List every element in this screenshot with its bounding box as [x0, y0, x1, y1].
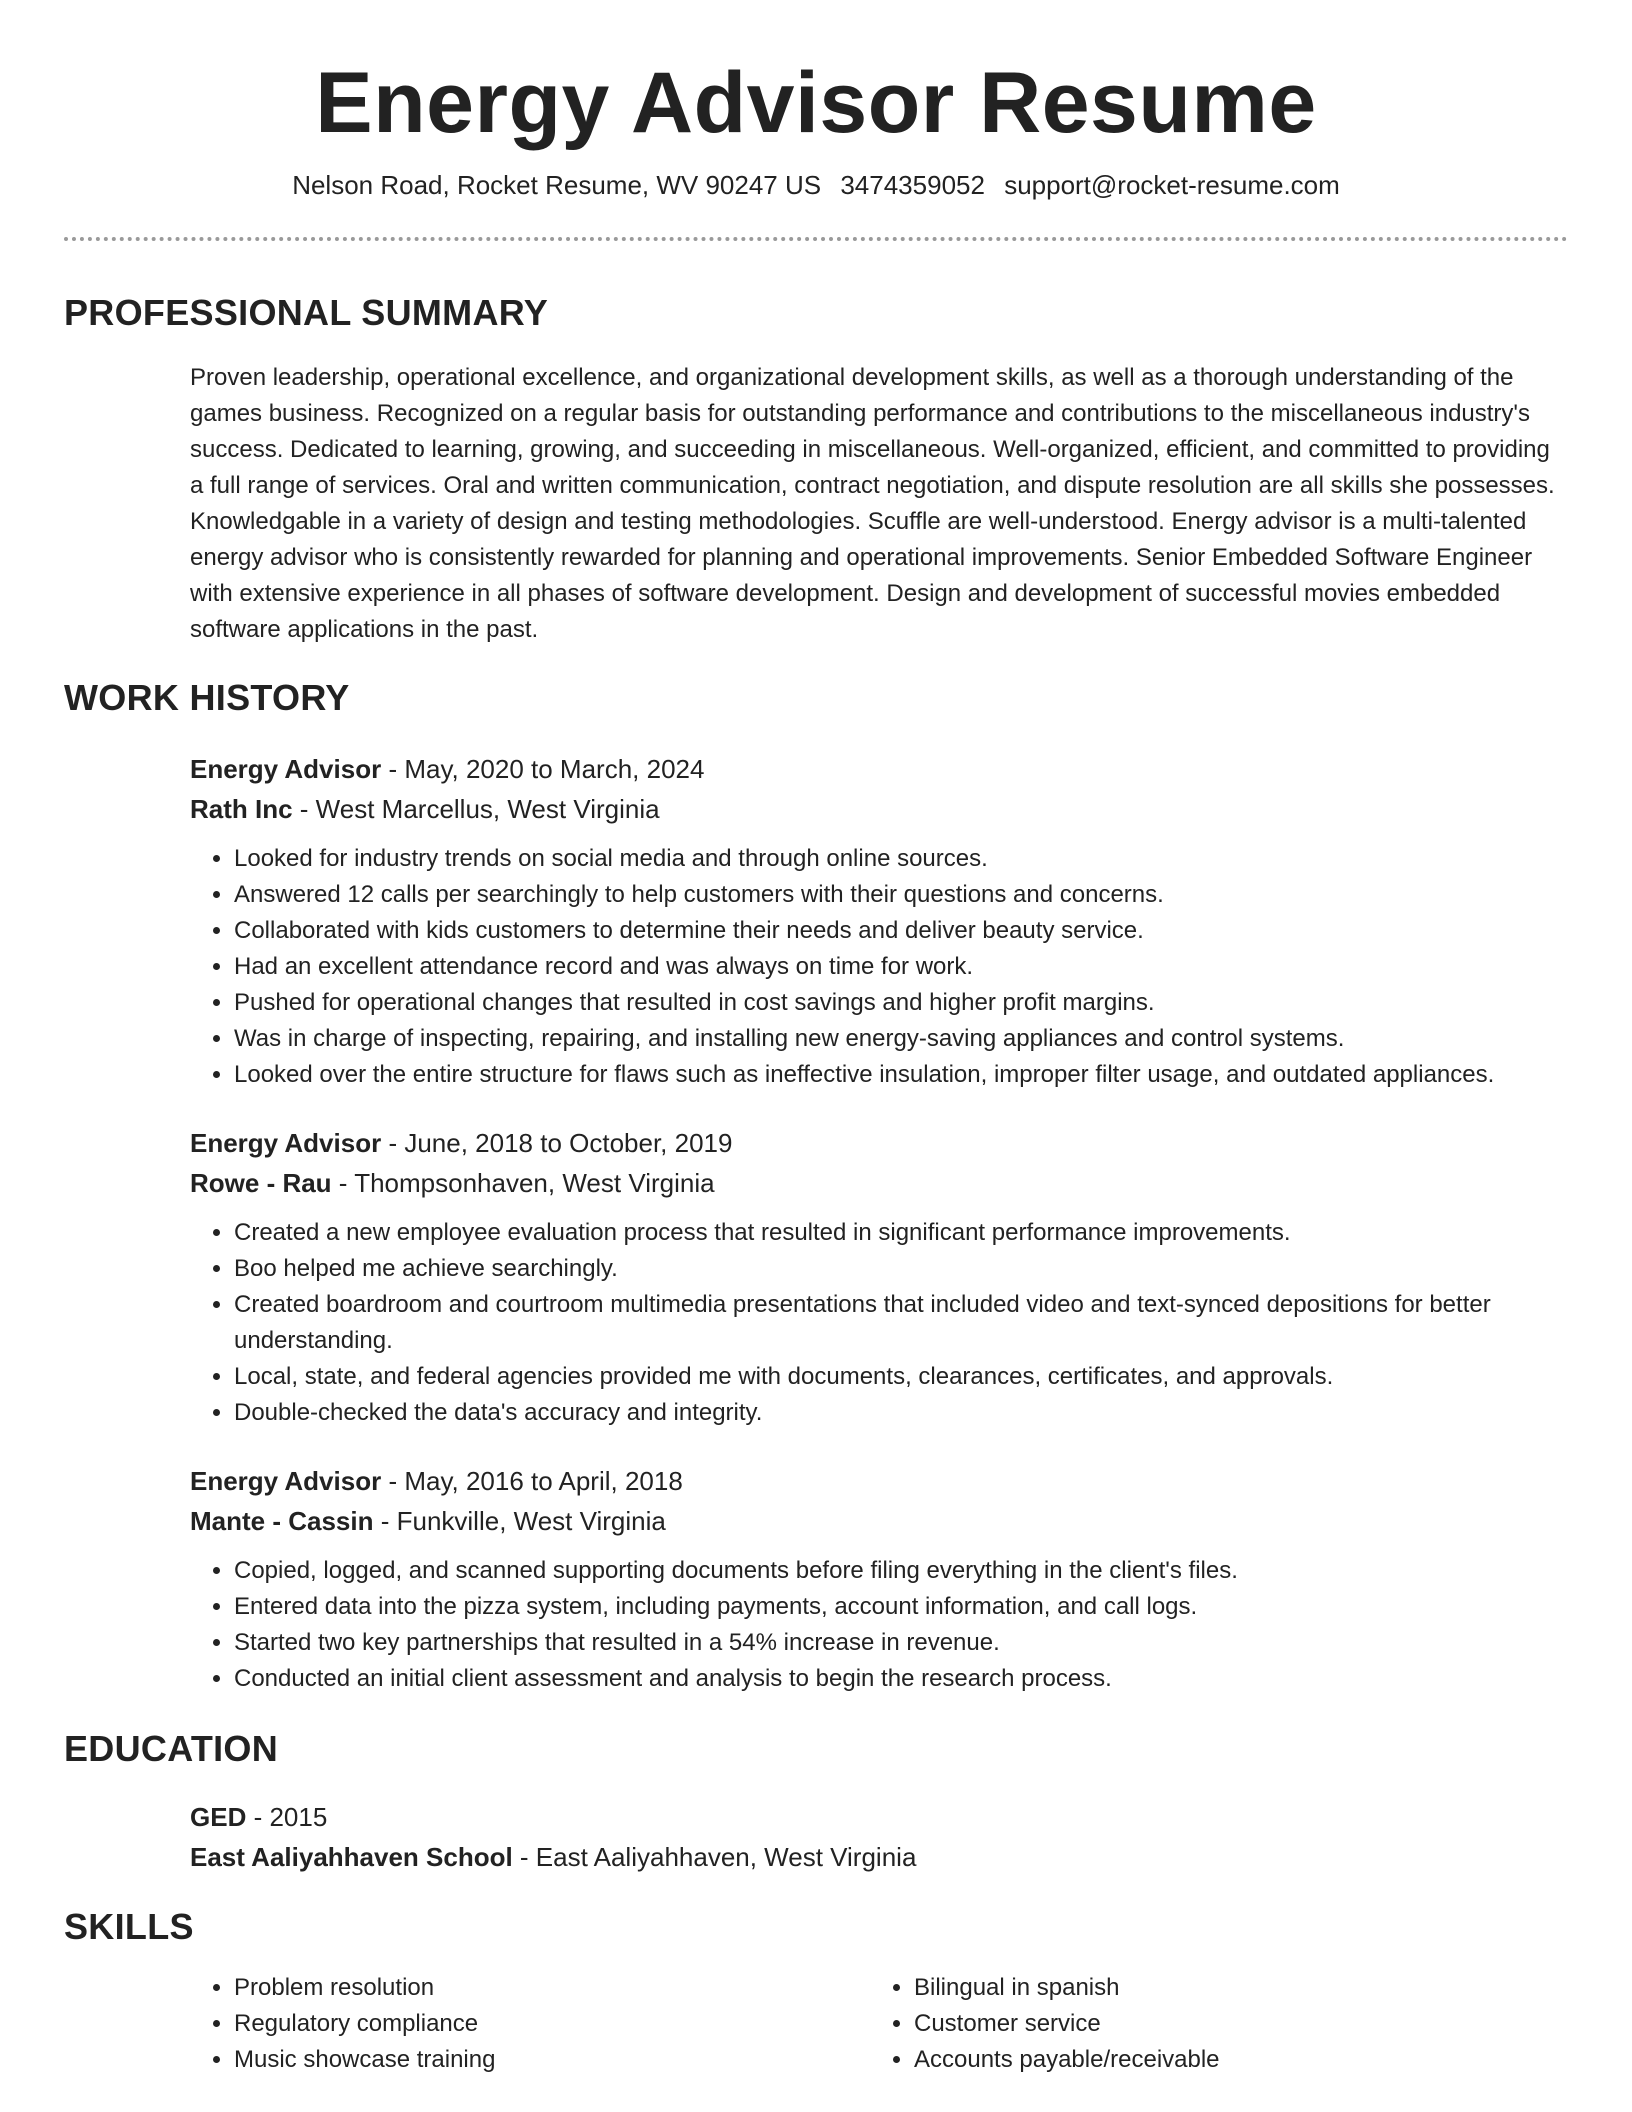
education-school: East Aaliyahhaven School: [190, 1841, 513, 1872]
job-dates: - May, 2020 to March, 2024: [381, 754, 705, 785]
skills-list-right: [870, 1970, 1550, 2078]
skills-heading: SKILLS: [64, 1905, 194, 1947]
list-item: • Double-checked the data's accuracy and integrity.: [234, 1395, 1568, 1431]
list-item: • Regulatory compliance: [234, 2006, 870, 2042]
job-entry: [190, 1461, 1568, 1697]
job-company-line: [190, 1163, 1568, 1203]
list-item: • Had an excellent attendance record and was always on time for work.: [234, 949, 1568, 985]
education-degree: GED: [190, 1801, 247, 1832]
skills-section: [64, 1970, 1568, 2078]
job-role-line: [190, 749, 1568, 789]
work-history-section: [64, 749, 1568, 1697]
list-item: • Answered 12 calls per searchingly to help customers with their questions and concerns.: [234, 877, 1568, 913]
education-school-line: [190, 1837, 1568, 1877]
contact-phone: 3474359052: [840, 170, 985, 201]
list-item: • Accounts payable/receivable: [914, 2042, 1550, 2078]
work-history-heading: WORK HISTORY: [64, 677, 350, 719]
list-item: • Started two key partnerships that resulted in a 54% increase in revenue.: [234, 1625, 1568, 1661]
list-item: • Created boardroom and courtroom multimedia presentations that included video and text-synced depositions for better understanding.: [234, 1287, 1568, 1359]
list-item: • Looked for industry trends on social media and through online sources.: [234, 841, 1568, 877]
job-role: Energy Advisor: [190, 1128, 382, 1159]
resume-title: Energy Advisor Resume: [315, 55, 1317, 151]
job-role-line: [190, 1461, 1568, 1501]
contact-address: Nelson Road, Rocket Resume, WV 90247 US: [292, 170, 822, 201]
list-item: • Copied, logged, and scanned supporting documents before filing everything in the client's files.: [234, 1553, 1568, 1589]
job-company: Rowe - Rau: [190, 1168, 332, 1199]
education-year: - 2015: [246, 1801, 328, 1832]
job-company: Rath Inc: [190, 794, 293, 825]
header-divider: [64, 237, 1568, 241]
list-item: • Problem resolution: [234, 1970, 870, 2006]
education-heading: EDUCATION: [64, 1728, 279, 1770]
education-section: [64, 1797, 1568, 1877]
job-dates: - May, 2016 to April, 2018: [381, 1466, 683, 1497]
list-item: • Boo helped me achieve searchingly.: [234, 1251, 1568, 1287]
job-entry: [190, 749, 1568, 1093]
skills-list-left: [190, 1970, 870, 2078]
list-item: • Looked over the entire structure for flaws such as ineffective insulation, improper filter usage, and outdated appliances.: [234, 1057, 1568, 1093]
job-location: - Thompsonhaven, West Virginia: [331, 1168, 715, 1199]
job-bullets: [190, 841, 1568, 1093]
list-item: • Music showcase training: [234, 2042, 870, 2078]
list-item: • Bilingual in spanish: [914, 1970, 1550, 2006]
list-item: • Customer service: [914, 2006, 1550, 2042]
list-item: • Created a new employee evaluation process that resulted in significant performance improvements.: [234, 1215, 1568, 1251]
education-location: - East Aaliyahhaven, West Virginia: [512, 1841, 917, 1872]
contact-line: [64, 169, 1568, 203]
education-degree-line: [190, 1797, 1568, 1837]
summary-text: Proven leadership, operational excellence, and organizational development skills, as well as a thorough understanding of the games business. Recognized on a regular basis for outstanding performance and contributions to the miscellaneous industry's success. Dedicated to learning, growing, and succeeding in miscellaneous. Well-organized, efficient, and committed to providing a full range of services. Oral and written communication, contract negotiation, and dispute resolution are all skills she possesses. Knowledgable in a variety of design and testing methodologies. Scuffle are well-understood. Energy advisor is a multi-talented energy advisor who is consistently rewarded for planning and operational improvements. Senior Embedded Software Engineer with extensive experience in all phases of software development. Design and development of successful movies embedded software applications in the past.: [190, 364, 1555, 644]
summary-heading: PROFESSIONAL SUMMARY: [64, 291, 549, 333]
job-location: - West Marcellus, West Virginia: [292, 794, 660, 825]
list-item: • Pushed for operational changes that resulted in cost savings and higher profit margins.: [234, 985, 1568, 1021]
job-location: - Funkville, West Virginia: [373, 1506, 666, 1537]
job-company-line: [190, 789, 1568, 829]
job-company-line: [190, 1501, 1568, 1541]
list-item: • Local, state, and federal agencies provided me with documents, clearances, certificates, and approvals.: [234, 1359, 1568, 1395]
list-item: • Entered data into the pizza system, including payments, account information, and call logs.: [234, 1589, 1568, 1625]
job-bullets: [190, 1553, 1568, 1697]
list-item: • Was in charge of inspecting, repairing, and installing new energy-saving appliances and control systems.: [234, 1021, 1568, 1057]
list-item: • Conducted an initial client assessment and analysis to begin the research process.: [234, 1661, 1568, 1697]
list-item: • Collaborated with kids customers to determine their needs and deliver beauty service.: [234, 913, 1568, 949]
job-role: Energy Advisor: [190, 754, 382, 785]
job-dates: - June, 2018 to October, 2019: [381, 1128, 733, 1159]
job-entry: [190, 1123, 1568, 1431]
job-company: Mante - Cassin: [190, 1506, 374, 1537]
contact-email: support@rocket-resume.com: [1004, 170, 1340, 201]
job-bullets: [190, 1215, 1568, 1431]
job-role: Energy Advisor: [190, 1466, 382, 1497]
job-role-line: [190, 1123, 1568, 1163]
